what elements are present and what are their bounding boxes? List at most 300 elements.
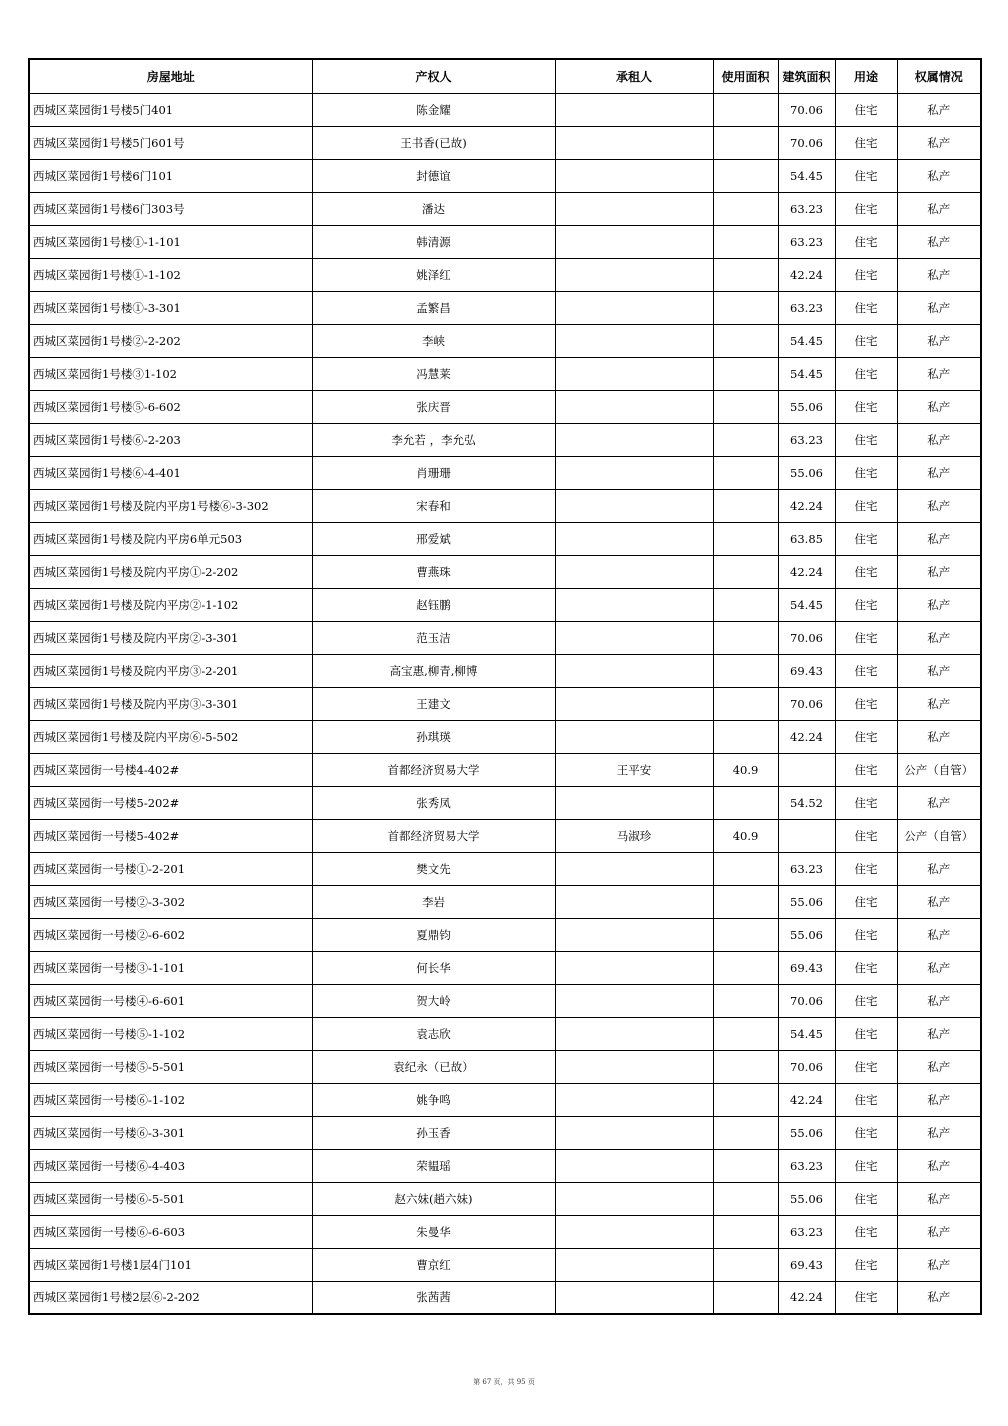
- table-row: [29, 225, 981, 258]
- table-body: [29, 93, 981, 1314]
- cell-usable-area: [713, 1116, 778, 1149]
- cell-building-area: 54.45: [778, 1017, 835, 1050]
- cell-building-area: 63.23: [778, 1215, 835, 1248]
- cell-usable-area: [713, 1083, 778, 1116]
- cell-building-area: 69.43: [778, 654, 835, 687]
- cell-usable-area: [713, 951, 778, 984]
- cell-owner: 张茜茜: [312, 1281, 555, 1314]
- cell-owner: 袁志欣: [312, 1017, 555, 1050]
- cell-ownership: 私产: [897, 786, 981, 819]
- cell-owner: 李岩: [312, 885, 555, 918]
- cell-building-area: 63.23: [778, 192, 835, 225]
- cell-address: 西城区菜园街1号楼①-1-101: [29, 225, 312, 258]
- cell-building-area: [778, 819, 835, 852]
- cell-ownership: 私产: [897, 720, 981, 753]
- cell-usable-area: [713, 1149, 778, 1182]
- cell-purpose: 住宅: [835, 1248, 897, 1281]
- cell-purpose: 住宅: [835, 93, 897, 126]
- cell-usable-area: [713, 357, 778, 390]
- cell-building-area: 54.45: [778, 159, 835, 192]
- cell-tenant: [555, 522, 713, 555]
- cell-tenant: [555, 489, 713, 522]
- cell-purpose: 住宅: [835, 357, 897, 390]
- cell-purpose: 住宅: [835, 852, 897, 885]
- cell-usable-area: [713, 456, 778, 489]
- cell-address: 西城区菜园街1号楼⑥-4-401: [29, 456, 312, 489]
- cell-tenant: [555, 555, 713, 588]
- cell-ownership: 私产: [897, 885, 981, 918]
- cell-owner: 张庆晋: [312, 390, 555, 423]
- cell-tenant: [555, 1149, 713, 1182]
- table-row: [29, 1215, 981, 1248]
- cell-building-area: 55.06: [778, 885, 835, 918]
- table-row: [29, 258, 981, 291]
- table-row: [29, 489, 981, 522]
- cell-address: 西城区菜园街1号楼及院内平房1号楼⑥-3-302: [29, 489, 312, 522]
- cell-address: 西城区菜园街一号楼⑥-1-102: [29, 1083, 312, 1116]
- cell-purpose: 住宅: [835, 423, 897, 456]
- cell-usable-area: [713, 258, 778, 291]
- cell-tenant: [555, 852, 713, 885]
- cell-tenant: [555, 1050, 713, 1083]
- cell-purpose: 住宅: [835, 159, 897, 192]
- cell-tenant: [555, 1083, 713, 1116]
- cell-building-area: 63.23: [778, 852, 835, 885]
- cell-purpose: 住宅: [835, 786, 897, 819]
- cell-owner: 王书香(已故): [312, 126, 555, 159]
- page-footer: 第 67 页，共 95 页: [473, 1378, 535, 1386]
- header-owner: 产权人: [312, 59, 555, 93]
- cell-address: 西城区菜园街一号楼⑥-4-403: [29, 1149, 312, 1182]
- cell-usable-area: [713, 1050, 778, 1083]
- cell-building-area: 63.23: [778, 225, 835, 258]
- cell-tenant: [555, 786, 713, 819]
- cell-owner: 荣韫瑶: [312, 1149, 555, 1182]
- table-row: [29, 1017, 981, 1050]
- cell-tenant: [555, 390, 713, 423]
- cell-usable-area: [713, 423, 778, 456]
- cell-address: 西城区菜园街一号楼②-6-602: [29, 918, 312, 951]
- cell-ownership: 私产: [897, 225, 981, 258]
- table-row: [29, 126, 981, 159]
- cell-tenant: [555, 951, 713, 984]
- cell-ownership: 私产: [897, 621, 981, 654]
- cell-ownership: 私产: [897, 687, 981, 720]
- cell-address: 西城区菜园街一号楼④-6-601: [29, 984, 312, 1017]
- cell-usable-area: [713, 93, 778, 126]
- cell-building-area: 63.23: [778, 423, 835, 456]
- cell-ownership: 公产（自管）: [897, 753, 981, 786]
- cell-ownership: 私产: [897, 324, 981, 357]
- cell-purpose: 住宅: [835, 621, 897, 654]
- table-row: [29, 786, 981, 819]
- cell-owner: 曹京红: [312, 1248, 555, 1281]
- cell-owner: 首都经济贸易大学: [312, 753, 555, 786]
- cell-building-area: 54.45: [778, 357, 835, 390]
- cell-owner: 孟繁昌: [312, 291, 555, 324]
- table-row: [29, 687, 981, 720]
- cell-ownership: 私产: [897, 1215, 981, 1248]
- cell-tenant: [555, 423, 713, 456]
- table-row: [29, 654, 981, 687]
- cell-purpose: 住宅: [835, 687, 897, 720]
- cell-purpose: 住宅: [835, 654, 897, 687]
- table-row: [29, 390, 981, 423]
- cell-owner: 首都经济贸易大学: [312, 819, 555, 852]
- cell-address: 西城区菜园街1号楼1层4门101: [29, 1248, 312, 1281]
- cell-tenant: [555, 588, 713, 621]
- cell-owner: 孙琪瑛: [312, 720, 555, 753]
- cell-purpose: 住宅: [835, 126, 897, 159]
- cell-ownership: 私产: [897, 126, 981, 159]
- cell-address: 西城区菜园街一号楼4-402#: [29, 753, 312, 786]
- cell-usable-area: [713, 192, 778, 225]
- table-row: [29, 159, 981, 192]
- cell-purpose: 住宅: [835, 753, 897, 786]
- cell-ownership: 私产: [897, 423, 981, 456]
- cell-ownership: 私产: [897, 1017, 981, 1050]
- header-purpose: 用途: [835, 59, 897, 93]
- cell-ownership: 私产: [897, 159, 981, 192]
- cell-address: 西城区菜园街1号楼③1-102: [29, 357, 312, 390]
- cell-ownership: 私产: [897, 1281, 981, 1314]
- cell-tenant: [555, 357, 713, 390]
- cell-tenant: [555, 225, 713, 258]
- cell-address: 西城区菜园街一号楼③-1-101: [29, 951, 312, 984]
- cell-ownership: 私产: [897, 588, 981, 621]
- cell-tenant: [555, 192, 713, 225]
- cell-building-area: 70.06: [778, 687, 835, 720]
- cell-purpose: 住宅: [835, 951, 897, 984]
- cell-building-area: 42.24: [778, 555, 835, 588]
- cell-usable-area: [713, 687, 778, 720]
- cell-address: 西城区菜园街1号楼及院内平房6单元503: [29, 522, 312, 555]
- cell-owner: 范玉洁: [312, 621, 555, 654]
- table-row: [29, 1083, 981, 1116]
- header-usable-area: 使用面积: [713, 59, 778, 93]
- cell-usable-area: [713, 555, 778, 588]
- cell-usable-area: 40.9: [713, 819, 778, 852]
- cell-address: 西城区菜园街一号楼⑥-5-501: [29, 1182, 312, 1215]
- cell-usable-area: [713, 654, 778, 687]
- cell-building-area: 42.24: [778, 489, 835, 522]
- cell-address: 西城区菜园街1号楼①-1-102: [29, 258, 312, 291]
- cell-tenant: [555, 621, 713, 654]
- cell-purpose: 住宅: [835, 456, 897, 489]
- cell-building-area: 70.06: [778, 1050, 835, 1083]
- cell-address: 西城区菜园街一号楼①-2-201: [29, 852, 312, 885]
- cell-building-area: 70.06: [778, 126, 835, 159]
- cell-ownership: 私产: [897, 984, 981, 1017]
- cell-owner: 贺大岭: [312, 984, 555, 1017]
- cell-owner: 张秀凤: [312, 786, 555, 819]
- cell-tenant: [555, 126, 713, 159]
- property-table: [28, 58, 982, 1315]
- cell-ownership: 私产: [897, 258, 981, 291]
- cell-usable-area: [713, 1281, 778, 1314]
- cell-address: 西城区菜园街1号楼5门401: [29, 93, 312, 126]
- cell-purpose: 住宅: [835, 489, 897, 522]
- cell-address: 西城区菜园街1号楼①-3-301: [29, 291, 312, 324]
- cell-purpose: 住宅: [835, 1215, 897, 1248]
- header-tenant: 承租人: [555, 59, 713, 93]
- cell-usable-area: [713, 786, 778, 819]
- table-row: [29, 423, 981, 456]
- cell-tenant: [555, 885, 713, 918]
- cell-usable-area: 40.9: [713, 753, 778, 786]
- cell-building-area: 70.06: [778, 984, 835, 1017]
- cell-owner: 肖珊珊: [312, 456, 555, 489]
- cell-building-area: 42.24: [778, 258, 835, 291]
- cell-ownership: 私产: [897, 1182, 981, 1215]
- cell-purpose: 住宅: [835, 1281, 897, 1314]
- cell-owner: 李允若 ，李允弘: [312, 423, 555, 456]
- cell-ownership: 私产: [897, 291, 981, 324]
- cell-purpose: 住宅: [835, 819, 897, 852]
- cell-usable-area: [713, 852, 778, 885]
- cell-owner: 袁纪永（已故）: [312, 1050, 555, 1083]
- cell-building-area: 42.24: [778, 1281, 835, 1314]
- table-row: [29, 1248, 981, 1281]
- cell-ownership: 私产: [897, 357, 981, 390]
- cell-address: 西城区菜园街1号楼及院内平房②-1-102: [29, 588, 312, 621]
- table-row: [29, 456, 981, 489]
- cell-purpose: 住宅: [835, 258, 897, 291]
- cell-owner: 姚泽红: [312, 258, 555, 291]
- cell-tenant: [555, 1182, 713, 1215]
- cell-address: 西城区菜园街1号楼6门101: [29, 159, 312, 192]
- table-row: [29, 819, 981, 852]
- cell-ownership: 私产: [897, 1149, 981, 1182]
- header-ownership: 权属情况: [897, 59, 981, 93]
- cell-tenant: [555, 1116, 713, 1149]
- cell-address: 西城区菜园街1号楼⑤-6-602: [29, 390, 312, 423]
- cell-building-area: 54.45: [778, 588, 835, 621]
- cell-usable-area: [713, 225, 778, 258]
- cell-ownership: 私产: [897, 918, 981, 951]
- cell-owner: 赵钰鹏: [312, 588, 555, 621]
- cell-building-area: 54.45: [778, 324, 835, 357]
- cell-purpose: 住宅: [835, 522, 897, 555]
- cell-owner: 封德谊: [312, 159, 555, 192]
- cell-purpose: 住宅: [835, 588, 897, 621]
- cell-ownership: 私产: [897, 93, 981, 126]
- cell-purpose: 住宅: [835, 390, 897, 423]
- table-row: [29, 1182, 981, 1215]
- cell-address: 西城区菜园街1号楼⑥-2-203: [29, 423, 312, 456]
- cell-owner: 何长华: [312, 951, 555, 984]
- cell-owner: 潘达: [312, 192, 555, 225]
- cell-building-area: 55.06: [778, 1116, 835, 1149]
- cell-building-area: 69.43: [778, 1248, 835, 1281]
- table-row: [29, 357, 981, 390]
- table-row: [29, 1050, 981, 1083]
- cell-ownership: 私产: [897, 852, 981, 885]
- table-row: [29, 324, 981, 357]
- cell-owner: 王建文: [312, 687, 555, 720]
- cell-building-area: 70.06: [778, 621, 835, 654]
- header-address: 房屋地址: [29, 59, 312, 93]
- table-row: [29, 885, 981, 918]
- header-building-area: 建筑面积: [778, 59, 835, 93]
- cell-purpose: 住宅: [835, 324, 897, 357]
- cell-purpose: 住宅: [835, 1083, 897, 1116]
- cell-purpose: 住宅: [835, 225, 897, 258]
- cell-owner: 赵六妹(趙六妹): [312, 1182, 555, 1215]
- cell-address: 西城区菜园街1号楼6门303号: [29, 192, 312, 225]
- cell-owner: 朱曼华: [312, 1215, 555, 1248]
- cell-usable-area: [713, 522, 778, 555]
- cell-tenant: [555, 984, 713, 1017]
- table-row: [29, 984, 981, 1017]
- cell-address: 西城区菜园街一号楼5-202#: [29, 786, 312, 819]
- table-row: [29, 1281, 981, 1314]
- cell-usable-area: [713, 720, 778, 753]
- cell-building-area: 70.06: [778, 93, 835, 126]
- cell-purpose: 住宅: [835, 555, 897, 588]
- cell-building-area: 42.24: [778, 1083, 835, 1116]
- cell-tenant: [555, 654, 713, 687]
- cell-ownership: 私产: [897, 390, 981, 423]
- cell-purpose: 住宅: [835, 1182, 897, 1215]
- cell-purpose: 住宅: [835, 720, 897, 753]
- cell-address: 西城区菜园街一号楼⑤-5-501: [29, 1050, 312, 1083]
- cell-ownership: 私产: [897, 951, 981, 984]
- cell-owner: 孙玉香: [312, 1116, 555, 1149]
- table-row: [29, 753, 981, 786]
- cell-tenant: [555, 720, 713, 753]
- cell-purpose: 住宅: [835, 1017, 897, 1050]
- cell-owner: 邢爱斌: [312, 522, 555, 555]
- cell-usable-area: [713, 1182, 778, 1215]
- table-row: [29, 951, 981, 984]
- cell-usable-area: [713, 1017, 778, 1050]
- cell-usable-area: [713, 621, 778, 654]
- table-row: [29, 93, 981, 126]
- cell-ownership: 私产: [897, 1083, 981, 1116]
- cell-usable-area: [713, 918, 778, 951]
- cell-tenant: [555, 1281, 713, 1314]
- cell-address: 西城区菜园街1号楼②-2-202: [29, 324, 312, 357]
- cell-address: 西城区菜园街一号楼5-402#: [29, 819, 312, 852]
- cell-building-area: 55.06: [778, 456, 835, 489]
- cell-building-area: 55.06: [778, 918, 835, 951]
- table-row: [29, 1149, 981, 1182]
- cell-address: 西城区菜园街一号楼⑥-3-301: [29, 1116, 312, 1149]
- cell-ownership: 私产: [897, 522, 981, 555]
- cell-usable-area: [713, 324, 778, 357]
- cell-purpose: 住宅: [835, 192, 897, 225]
- cell-tenant: [555, 456, 713, 489]
- cell-ownership: 私产: [897, 1050, 981, 1083]
- cell-owner: 姚争鸣: [312, 1083, 555, 1116]
- table-row: [29, 720, 981, 753]
- cell-ownership: 私产: [897, 456, 981, 489]
- cell-owner: 宋春和: [312, 489, 555, 522]
- table-row: [29, 621, 981, 654]
- cell-address: 西城区菜园街1号楼及院内平房①-2-202: [29, 555, 312, 588]
- cell-tenant: [555, 159, 713, 192]
- cell-usable-area: [713, 159, 778, 192]
- cell-owner: 李峡: [312, 324, 555, 357]
- property-table-container: [28, 58, 980, 1315]
- table-row: [29, 852, 981, 885]
- cell-tenant: 王平安: [555, 753, 713, 786]
- cell-ownership: 公产（自管）: [897, 819, 981, 852]
- cell-tenant: 马淑珍: [555, 819, 713, 852]
- cell-usable-area: [713, 489, 778, 522]
- cell-usable-area: [713, 1248, 778, 1281]
- cell-tenant: [555, 258, 713, 291]
- table-row: [29, 192, 981, 225]
- cell-purpose: 住宅: [835, 1149, 897, 1182]
- table-row: [29, 588, 981, 621]
- cell-usable-area: [713, 126, 778, 159]
- cell-address: 西城区菜园街1号楼及院内平房⑥-5-502: [29, 720, 312, 753]
- cell-building-area: 63.85: [778, 522, 835, 555]
- cell-owner: 曹燕珠: [312, 555, 555, 588]
- cell-ownership: 私产: [897, 555, 981, 588]
- cell-address: 西城区菜园街1号楼及院内平房③-2-201: [29, 654, 312, 687]
- cell-purpose: 住宅: [835, 1050, 897, 1083]
- cell-tenant: [555, 93, 713, 126]
- cell-tenant: [555, 324, 713, 357]
- cell-building-area: 55.06: [778, 1182, 835, 1215]
- cell-building-area: 55.06: [778, 390, 835, 423]
- cell-tenant: [555, 1215, 713, 1248]
- cell-usable-area: [713, 588, 778, 621]
- cell-address: 西城区菜园街1号楼及院内平房②-3-301: [29, 621, 312, 654]
- table-row: [29, 555, 981, 588]
- table-row: [29, 291, 981, 324]
- cell-ownership: 私产: [897, 1248, 981, 1281]
- cell-ownership: 私产: [897, 1116, 981, 1149]
- table-row: [29, 918, 981, 951]
- cell-usable-area: [713, 291, 778, 324]
- cell-ownership: 私产: [897, 489, 981, 522]
- cell-owner: 高宝惠,柳青,柳博: [312, 654, 555, 687]
- cell-building-area: [778, 753, 835, 786]
- cell-purpose: 住宅: [835, 918, 897, 951]
- cell-building-area: 63.23: [778, 291, 835, 324]
- cell-owner: 樊文先: [312, 852, 555, 885]
- cell-tenant: [555, 1248, 713, 1281]
- cell-tenant: [555, 1017, 713, 1050]
- cell-tenant: [555, 918, 713, 951]
- table-row: [29, 1116, 981, 1149]
- cell-tenant: [555, 687, 713, 720]
- cell-owner: 韩清源: [312, 225, 555, 258]
- cell-ownership: 私产: [897, 654, 981, 687]
- cell-building-area: 42.24: [778, 720, 835, 753]
- cell-purpose: 住宅: [835, 984, 897, 1017]
- cell-address: 西城区菜园街一号楼⑤-1-102: [29, 1017, 312, 1050]
- cell-purpose: 住宅: [835, 885, 897, 918]
- cell-address: 西城区菜园街1号楼5门601号: [29, 126, 312, 159]
- cell-owner: 冯慧莱: [312, 357, 555, 390]
- cell-building-area: 63.23: [778, 1149, 835, 1182]
- cell-usable-area: [713, 390, 778, 423]
- cell-building-area: 54.52: [778, 786, 835, 819]
- table-header-row: [29, 59, 981, 93]
- cell-owner: 夏鼎钧: [312, 918, 555, 951]
- cell-building-area: 69.43: [778, 951, 835, 984]
- cell-tenant: [555, 291, 713, 324]
- cell-purpose: 住宅: [835, 1116, 897, 1149]
- cell-usable-area: [713, 1215, 778, 1248]
- cell-owner: 陈金耀: [312, 93, 555, 126]
- table-row: [29, 522, 981, 555]
